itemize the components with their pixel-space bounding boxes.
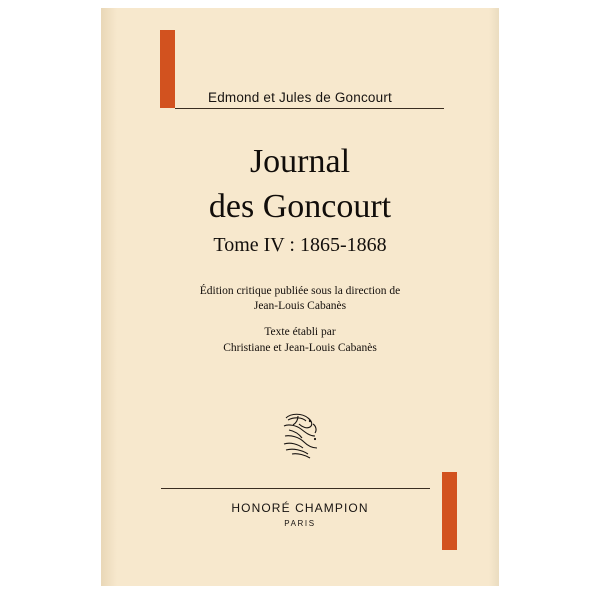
book-title xyxy=(101,139,499,229)
text-establishment-credit xyxy=(101,324,499,356)
text-credit-line-1: Texte établi par xyxy=(264,326,336,338)
book-title-line-2: des Goncourt xyxy=(208,188,392,225)
publisher-block xyxy=(101,501,499,528)
edition-credit-line-1: Édition critique publiée sous la direction de xyxy=(199,285,401,297)
volume-label: Tome IV : 1865-1868 xyxy=(213,234,387,256)
publisher-name: HONORÉ CHAMPION xyxy=(231,501,369,515)
text-credit-line-2: Christiane et Jean-Louis Cabanès xyxy=(223,342,377,354)
book-front-cover-page xyxy=(101,8,499,586)
publisher-city: PARIS xyxy=(284,519,316,528)
book-title-line-1: Journal xyxy=(249,143,351,180)
edition-credit-line-2: Jean-Louis Cabanès xyxy=(253,300,347,312)
edition-credit xyxy=(101,284,499,314)
authors-line: Edmond et Jules de Goncourt xyxy=(207,90,392,105)
cover-content xyxy=(101,8,499,586)
publisher-crest-emblem-icon xyxy=(101,406,499,467)
